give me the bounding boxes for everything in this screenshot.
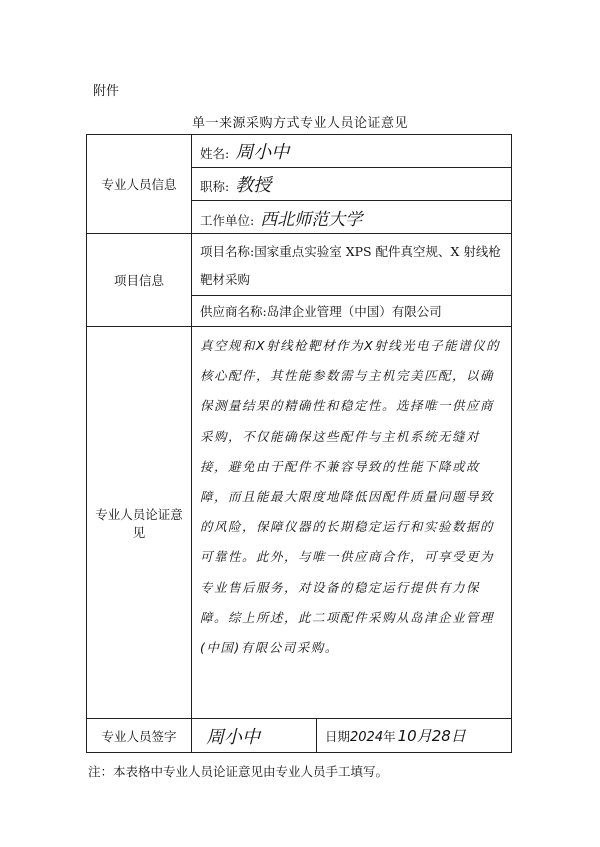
project-info-section-label: 项目信息 (87, 234, 192, 327)
opinion-text: 真空规和X射线枪靶材作为X射线光电子能谱仪的核心配件，其性能参数需与主机完美匹配，以确保测量结果的精确性和稳定性。选择唯一供应商采购，不仅能确保这些配件与主机系统无缝对接，避免由于配件不兼容导致的性能下降或故障，而且能最大限度地降低因配件质量问题导致的风险，保障仪器的长期稳定运行和实验数据的可靠性。此外，与唯一供应商合作，可享受更为专业售后服务，对设备的稳定运行提供有力保障。综上所述，此二项配件采购从岛津企业管理(中国)有限公司采购。 (192, 327, 512, 719)
title-value: 教授 (235, 175, 272, 196)
date-year-suffix: 年 (383, 729, 396, 744)
date-year: 2024 (350, 730, 384, 745)
employer-label: 工作单位: (200, 212, 255, 228)
supplier-label: 供应商名称: (200, 304, 267, 319)
supplier-cell (192, 296, 512, 327)
date-cell (317, 719, 512, 753)
opinion-row (87, 327, 512, 719)
attachment-label: 附件 (93, 84, 120, 99)
footer-note: 注：本表格中专业人员论证意见由专业人员手工填写。 (88, 764, 389, 779)
project-name-label: 项目名称: (200, 244, 255, 259)
name-label: 姓名: (200, 146, 230, 161)
title-label: 职称: (200, 179, 230, 194)
date-label: 日期 (325, 729, 351, 744)
project-name-cell (192, 234, 512, 296)
employer-cell (192, 201, 512, 234)
employer-value: 西北师范大学 (260, 209, 363, 230)
signature-value: 周小中 (206, 726, 260, 748)
form-title: 单一来源采购方式专业人员论证意见 (191, 116, 408, 131)
project-name-value: 国家重点实验室 XPS 配件真空规、X 射线枪靶材采购 (200, 244, 501, 287)
signature-cell (192, 719, 317, 753)
signature-label: 专业人员签字 (87, 719, 192, 753)
name-row (87, 135, 512, 168)
date-month-day: 10月28日 (397, 727, 466, 745)
name-value: 周小中 (235, 142, 290, 163)
supplier-value: 岛津企业管理（中国）有限公司 (266, 304, 442, 319)
name-cell (192, 135, 512, 168)
title-cell (192, 168, 512, 201)
project-name-row (87, 234, 512, 296)
signature-row (87, 719, 512, 753)
expert-opinion-form (86, 134, 512, 753)
opinion-section-label: 专业人员论证意见 (87, 327, 192, 719)
expert-info-section-label: 专业人员信息 (87, 135, 192, 234)
